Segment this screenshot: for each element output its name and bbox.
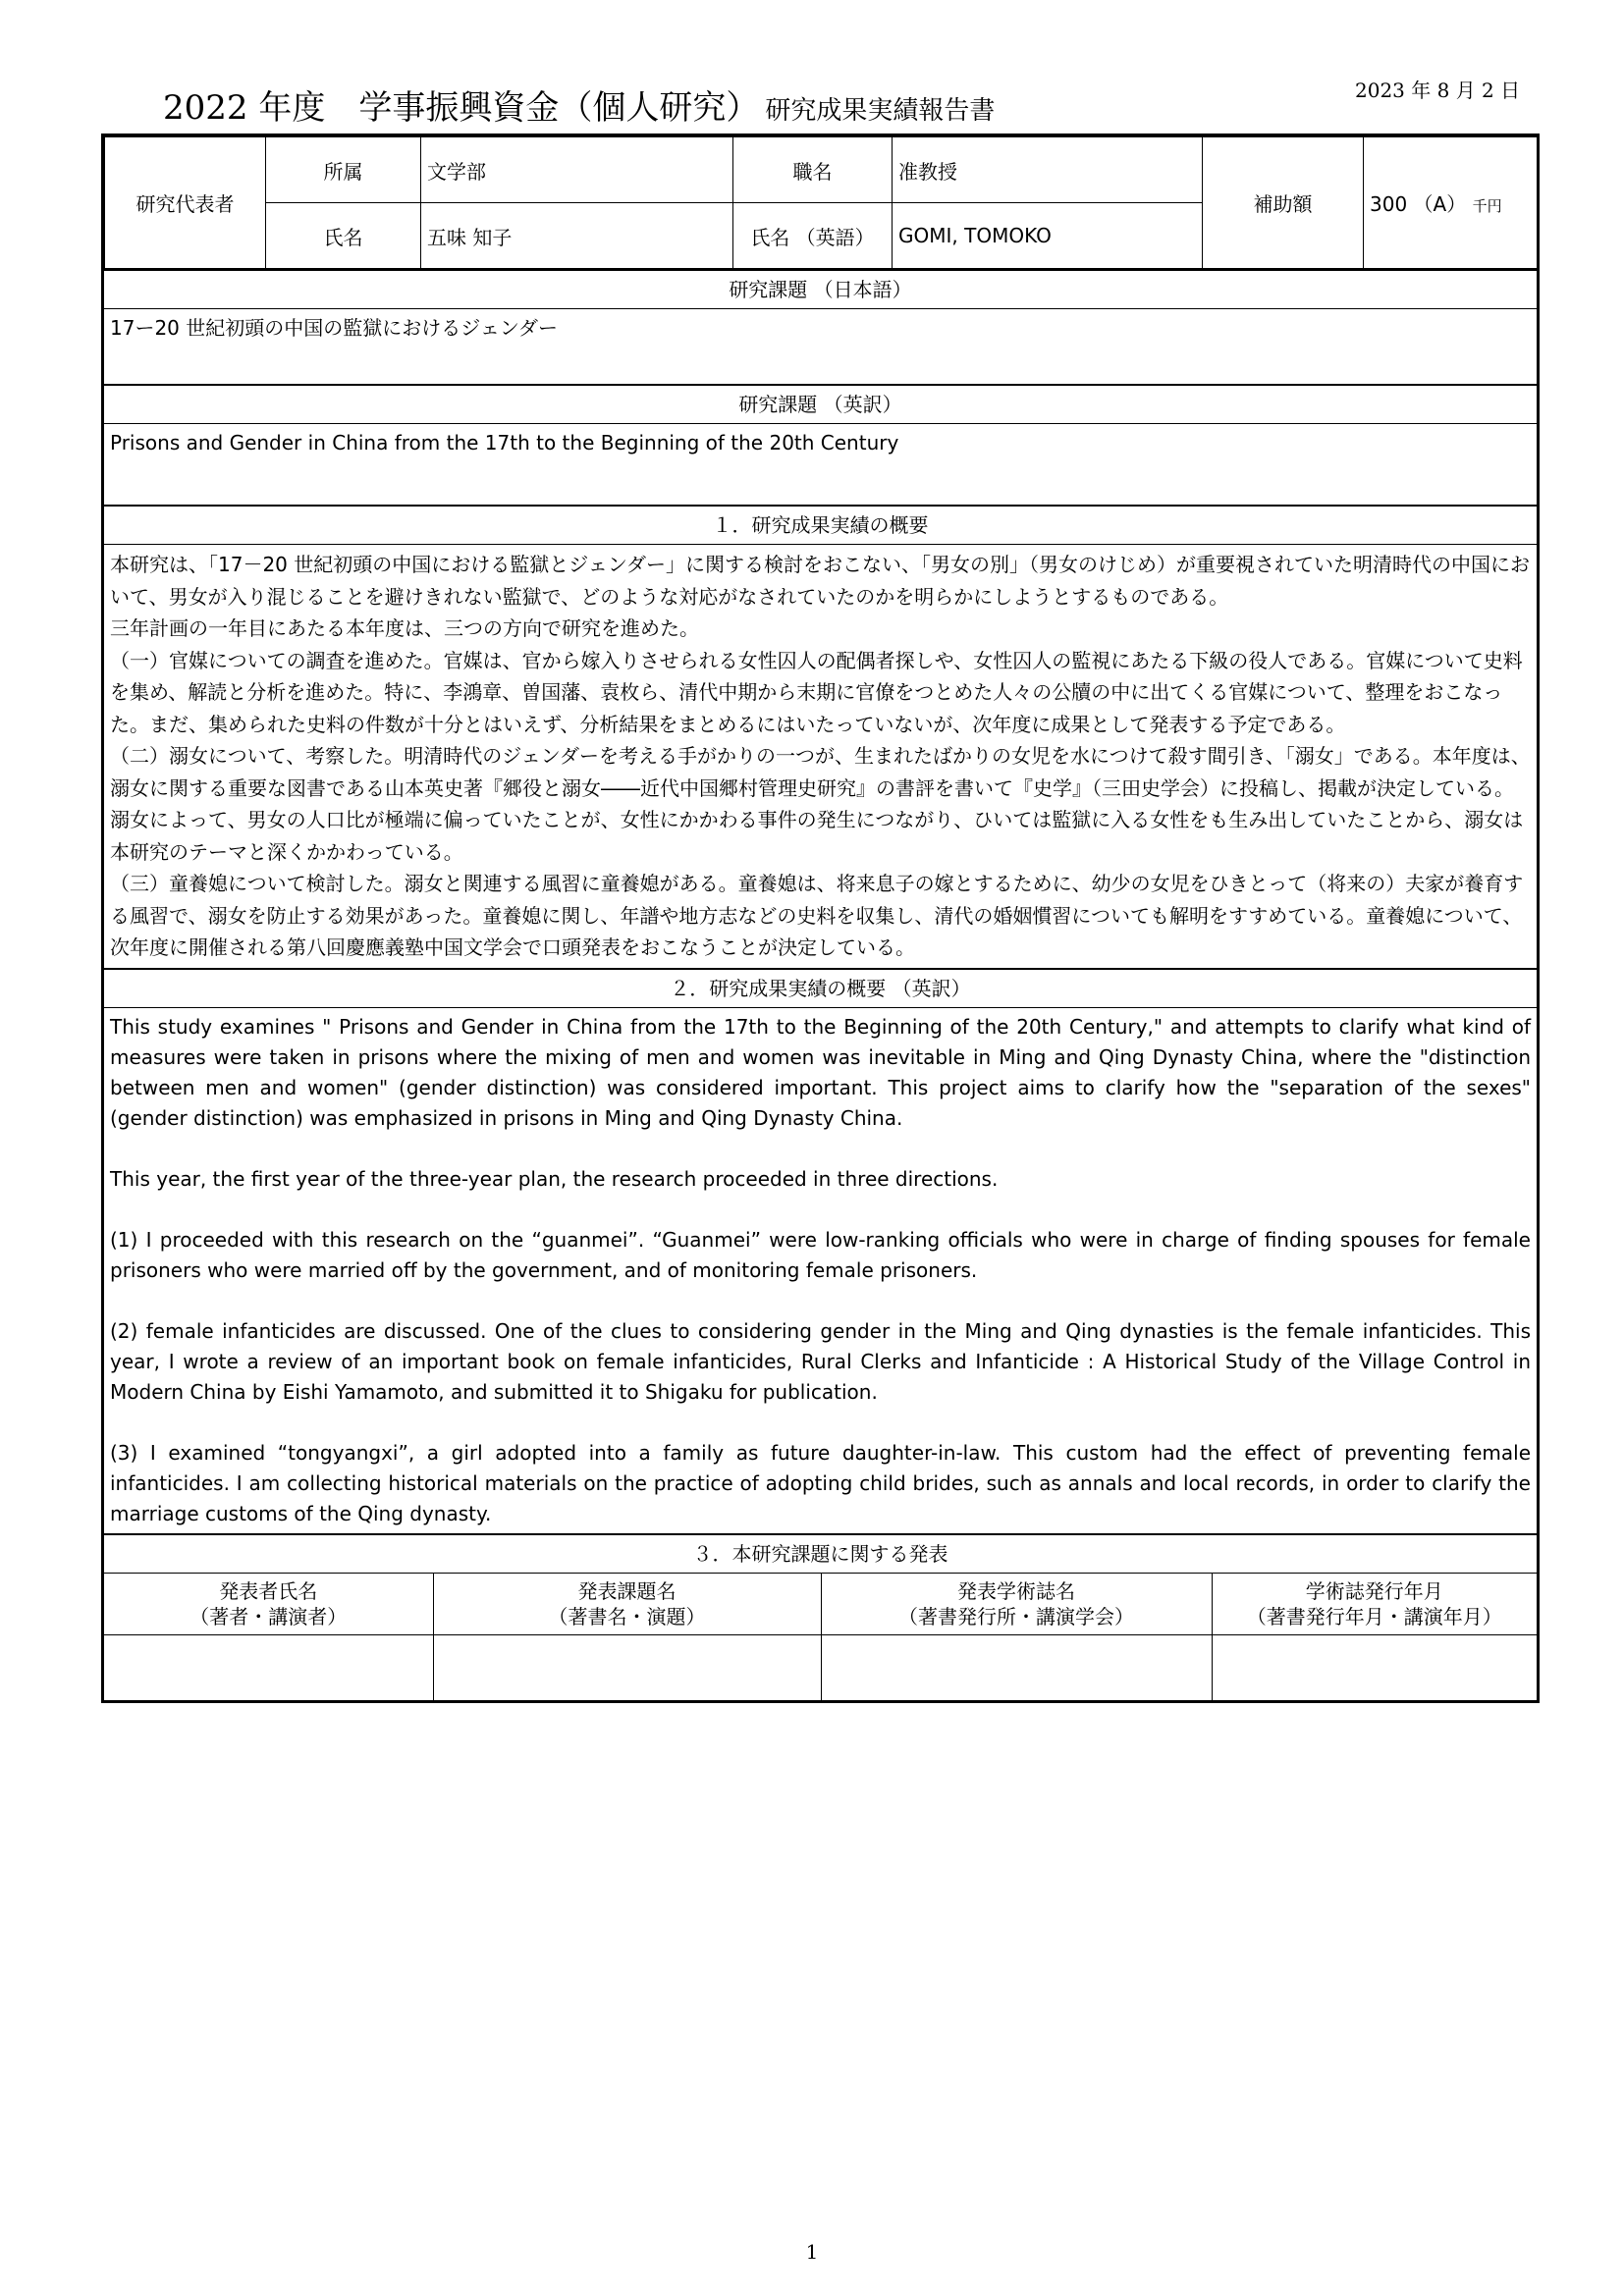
grant-value: 300 （A） [1370, 192, 1467, 216]
position-value: 准教授 [893, 137, 1203, 203]
col-topic-title: 発表課題名 [577, 1578, 677, 1603]
grant-unit: 千円 [1472, 197, 1502, 215]
publications-heading: ３．本研究課題に関する発表 [104, 1533, 1537, 1574]
summary-jp-paragraph: （二）溺女について、考察した。明清時代のジェンダーを考える手がかりの一つが、生まれたばかりの女児を水につけて殺す間引き、「溺女」である。本年度は、溺女に関する重要な図書である山本英史著『郷役と溺女――近代中国郷村管理史研究』の書評を書いて『史学』（三田史学会）に投稿し、掲載が決定している。溺女によって、男女の人口比が極端に偏っていたことが、女性にかかわる事件の発生につながり、ひいては監獄に入る女性をも生み出していたことから、溺女は本研究のテーマと深くかかわっている。 [110, 744, 1531, 864]
col-date-title: 学術誌発行年月 [1305, 1578, 1443, 1603]
summary-en-paragraph: (1) I proceeded with this research on the “guanmei”. “Guanmei” were low-ranking officials who were in charge of finding spouses for female prisoners who were married off by the government, and of monitoring female prisoners. [110, 1227, 1531, 1282]
summary-en-paragraph: (2) female infanticides are discussed. One of the clues to considering gender in the Ming and Qing dynasties is the female infanticides. This year, I wrote a review of an important book on female infanticides, Rural Clerks and Infanticide : A Historical Study of the Village Control in Modern China by Eishi Yamamoto, and submitted it to Shigaku for publication. [110, 1318, 1531, 1404]
title-main: 2022 年度 学事振興資金（個人研究） [163, 88, 760, 128]
report-date: 2023 年 8 月 2 日 [1355, 79, 1521, 102]
grant-label: 補助額 [1203, 137, 1364, 269]
col-presenter-title: 発表者氏名 [219, 1578, 318, 1603]
col-topic [433, 1574, 821, 1635]
header-table [104, 136, 1538, 269]
summary-jp-heading: １．研究成果実績の概要 [104, 505, 1537, 545]
table-cell [821, 1634, 1212, 1700]
page-number: 1 [805, 2240, 819, 2264]
page-title [163, 80, 995, 129]
col-journal-sub: （著書発行所・講演学会） [898, 1604, 1134, 1629]
summary-jp-body [104, 545, 1537, 968]
report-form [101, 133, 1540, 1703]
col-topic-sub: （著書名・演題） [548, 1604, 706, 1629]
col-journal-title: 発表学術誌名 [957, 1578, 1075, 1603]
title-sub: 研究成果実績報告書 [765, 96, 996, 126]
col-date [1212, 1574, 1537, 1635]
col-date-sub: （著書発行年月・講演年月） [1246, 1604, 1502, 1629]
topic-en-heading: 研究課題 （英訳） [104, 384, 1537, 424]
summary-jp-paragraph: 本研究は、「17－20 世紀初頭の中国における監獄とジェンダー」に関する検討をおこない、「男女の別」（男女のけじめ）が重要視されていた明清時代の中国において、男女が入り混じることを避けきれない監獄で、どのような対応がなされていたのかを明らかにしようとするものである。 [110, 553, 1531, 609]
table-cell [104, 1634, 433, 1700]
summary-en-paragraph: This year, the first year of the three-year plan, the research proceeded in three directions. [110, 1166, 999, 1191]
name-en-value: GOMI, TOMOKO [893, 203, 1203, 269]
affiliation-value: 文学部 [421, 137, 733, 203]
representative-label: 研究代表者 [105, 137, 266, 269]
topic-jp-heading: 研究課題 （日本語） [104, 269, 1537, 309]
summary-jp-paragraph: （三）童養媳について検討した。溺女と関連する風習に童養媳がある。童養媳は、将来息子の嫁とするために、幼少の女児をひきとって（将来の）夫家が養育する風習で、溺女を防止する効果があった。童養媳に関し、年譜や地方志などの史料を収集し、清代の婚姻慣習についても解明をすすめている。童養媳について、次年度に開催される第八回慶應義塾中国文学会で口頭発表をおこなうことが決定している。 [110, 872, 1524, 959]
col-journal [821, 1574, 1212, 1635]
summary-en-heading: ２．研究成果実績の概要 （英訳） [104, 968, 1537, 1008]
publications-table [104, 1574, 1537, 1700]
col-presenter-sub: （著者・講演者） [189, 1604, 348, 1629]
summary-jp-paragraph: （一）官媒についての調査を進めた。官媒は、官から嫁入りさせられる女性囚人の配偶者探しや、女性囚人の監視にあたる下級の役人である。官媒について史料を集め、解読と分析を進めた。特に、李鴻章、曽国藩、袁枚ら、清代中期から末期に官僚をつとめた人々の公牘の中に出てくる官媒について、整理をおこなった。まだ、集められた史料の件数が十分とはいえず、分析結果をまとめるにはいたっていないが、次年度に成果として発表する予定である。 [110, 648, 1523, 736]
summary-jp-paragraph: 三年計画の一年目にあたる本年度は、三つの方向で研究を進めた。 [110, 616, 699, 640]
table-cell [1212, 1634, 1537, 1700]
table-row [104, 1634, 1537, 1700]
summary-en-paragraph: (3) I examined “tongyangxi”, a girl adopted into a family as future daughter-in-law. This custom had the effect of preventing female infanticides. I am collecting historical materials on the practice of adopting child brides, such as annals and local records, in order to clarify the marriage customs of the Qing dynasty. [110, 1440, 1531, 1525]
name-en-label: 氏名 （英語） [733, 203, 893, 269]
position-label: 職名 [733, 137, 893, 203]
grant-amount [1364, 137, 1538, 269]
affiliation-label: 所属 [266, 137, 421, 203]
name-label: 氏名 [266, 203, 421, 269]
summary-en-paragraph: This study examines " Prisons and Gender in China from the 17th to the Beginning of the 20th Century," and attempts to clarify what kind of measures were taken in prisons where the mixing of men and women was inevitable in Ming and Qing Dynasty China, where the "distinction between men and women" (gender distinction) was considered important. This project aims to clarify how the "separation of the sexes" (gender distinction) was emphasized in prisons in Ming and Qing Dynasty China. [110, 1014, 1531, 1130]
col-presenter [104, 1574, 433, 1635]
topic-jp-text: 17ー20 世紀初頭の中国の監獄におけるジェンダー [110, 316, 559, 340]
topic-en-text: Prisons and Gender in China from the 17th to the Beginning of the 20th Century [110, 431, 899, 454]
name-value: 五味 知子 [421, 203, 733, 269]
summary-en-body [104, 1008, 1537, 1533]
table-cell [433, 1634, 821, 1700]
